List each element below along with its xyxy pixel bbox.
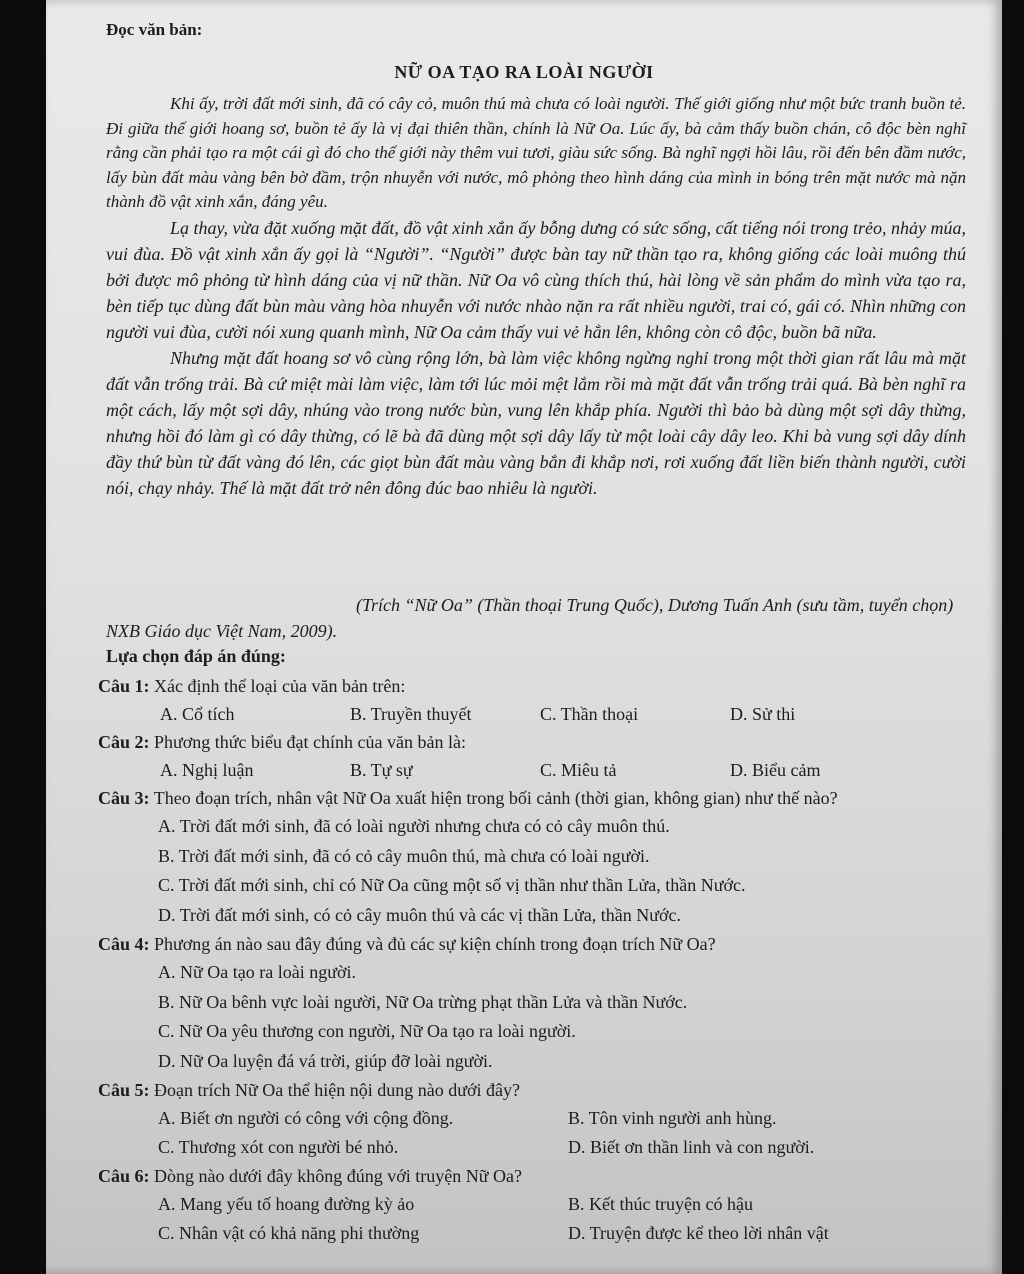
question-5-options-row-2 (98, 1133, 978, 1162)
question-text: Xác định thể loại của văn bản trên: (154, 676, 406, 696)
option-b[interactable]: B. Tự sự (350, 760, 413, 780)
question-label: Câu 1: (98, 676, 150, 696)
question-2 (98, 728, 978, 756)
question-3 (98, 784, 978, 812)
question-6 (98, 1162, 978, 1190)
option-b[interactable]: B. Truyền thuyết (350, 704, 472, 724)
option-d[interactable]: D. Biết ơn thần linh và con người. (568, 1137, 815, 1157)
option-a[interactable]: A. Biết ơn người có công với cộng đồng. (158, 1108, 454, 1128)
option-c[interactable]: C. Miêu tả (540, 760, 617, 780)
option-b[interactable]: B. Trời đất mới sinh, đã có cỏ cây muôn thú, mà chưa có loài người. (158, 845, 650, 866)
option-b[interactable]: B. Kết thúc truyện có hậu (568, 1194, 753, 1214)
option-a[interactable]: A. Trời đất mới sinh, đã có loài người nhưng chưa có cỏ cây muôn thú. (158, 816, 670, 836)
question-6-options-row-1 (98, 1190, 978, 1219)
question-text: Dòng nào dưới đây không đúng với truyện Nữ Oa? (154, 1166, 523, 1186)
question-1-options (98, 700, 978, 728)
passage-paragraph-3: Nhưng mặt đất hoang sơ vô cùng rộng lớn, bà làm việc không ngừng nghỉ trong một thời gian rất lâu mà mặt đất vẫn trống trải. Bà cứ miệt mài làm việc, làm tới lúc mỏi mệt lắm rồi mà mặt đất vẫn trống trải quá. Bà bèn nghĩ ra một cách, lấy một sợi dây, nhúng vào trong nước bùn, vung lên khắp phía. Người thì bảo bà dùng một sợi dây thừng, nhưng hồi đó làm gì có dây thừng, có lẽ bà đã dùng một sợi dây lấy từ một loài cây dây leo. Khi bà vung sợi dây dính đầy thứ bùn từ đất vàng đó lên, các giọt bùn đất màu vàng bắn đi khắp nơi, rơi xuống đất liền biến thành người, cười nói, chạy nhảy. Thế là mặt đất trở nên đông đúc bao nhiêu là người. (106, 347, 966, 498)
question-4 (98, 930, 978, 958)
reading-heading: Đọc văn bản: (106, 20, 203, 39)
question-3-options (98, 812, 978, 930)
option-c[interactable]: C. Thần thoại (540, 704, 639, 724)
option-c[interactable]: C. Nữ Oa yêu thương con người, Nữ Oa tạo ra loài người. (158, 1021, 576, 1041)
option-d[interactable]: D. Sử thi (730, 704, 796, 724)
option-a[interactable]: A. Cổ tích (160, 704, 235, 724)
question-1 (98, 672, 978, 700)
citation: (Trích “Nữ Oa” (Thần thoại Trung Quốc), Dương Tuấn Anh (sưu tầm, tuyển chọn) NXB Giáo dục Việt Nam, 2009). (106, 595, 954, 641)
option-c[interactable]: C. Nhân vật có khả năng phi thường (158, 1223, 420, 1243)
question-label: Câu 3: (98, 788, 150, 808)
instruction: Lựa chọn đáp án đúng: (106, 646, 286, 666)
option-a[interactable]: A. Nghị luận (160, 760, 254, 780)
option-a[interactable]: A. Mang yếu tố hoang đường kỳ ảo (158, 1194, 415, 1214)
passage-paragraph-2: Lạ thay, vừa đặt xuống mặt đất, đồ vật xinh xắn ấy bỗng dưng có sức sống, cất tiếng nói trong trẻo, nhảy múa, vui đùa. Đồ vật xinh xắn ấy gọi là “Người”. “Người” được bàn tay nữ thần tạo ra, không giống các loài muông thú bởi được mô phỏng từ hình dáng của vị nữ thần. Nữ Oa vô cùng thích thú, hài lòng về sản phẩm do mình vừa tạo ra, bèn tiếp tục dùng đất bùn màu vàng hòa nhuyễn với nước nhào nặn ra rất nhiều người, trai có, gái có. Nhìn những con người vui đùa, cười nói xung quanh mình, Nữ Oa cảm thấy vui vẻ hẳn lên, không còn cô độc, buồn bã nữa. (106, 217, 966, 342)
story-title: NỮ OA TẠO RA LOÀI NGƯỜI (394, 62, 654, 82)
option-b[interactable]: B. Nữ Oa bênh vực loài người, Nữ Oa trừng phạt thần Lửa và thần Nước. (158, 991, 688, 1012)
option-d[interactable]: D. Trời đất mới sinh, có cỏ cây muôn thú và các vị thần Lửa, thần Nước. (158, 904, 681, 925)
question-text: Đoạn trích Nữ Oa thể hiện nội dung nào dưới đây? (154, 1080, 520, 1100)
question-list (98, 672, 978, 1248)
option-b[interactable]: B. Tôn vinh người anh hùng. (568, 1108, 777, 1128)
option-d[interactable]: D. Biểu cảm (730, 760, 821, 780)
question-4-options (98, 958, 978, 1076)
question-2-options (98, 756, 978, 784)
question-label: Câu 6: (98, 1166, 150, 1186)
option-c[interactable]: C. Thương xót con người bé nhỏ. (158, 1137, 399, 1157)
question-text: Phương án nào sau đây đúng và đủ các sự kiện chính trong đoạn trích Nữ Oa? (154, 934, 716, 954)
question-label: Câu 5: (98, 1080, 150, 1100)
exam-paper (46, 0, 1002, 1274)
option-d[interactable]: D. Truyện được kể theo lời nhân vật (568, 1223, 829, 1243)
question-label: Câu 2: (98, 732, 150, 752)
option-a[interactable]: A. Nữ Oa tạo ra loài người. (158, 962, 356, 982)
question-label: Câu 4: (98, 934, 150, 954)
passage (106, 92, 966, 501)
question-5 (98, 1076, 978, 1104)
question-6-options-row-2 (98, 1219, 978, 1248)
passage-paragraph-1: Khi ấy, trời đất mới sinh, đã có cây cỏ, muôn thú mà chưa có loài người. Thế giới giống như một bức tranh buồn tẻ. Đi giữa thế giới hoang sơ, buồn tẻ ấy là vị đại thiên thần, chính là Nữ Oa. Lúc ấy, bà cảm thấy buồn chán, cô độc bèn nghĩ rằng cần phải tạo ra một cái gì đó cho thế giới này thêm vui tươi, giàu sức sống. Bà nghĩ ngợi hồi lâu, rồi đến bên đầm nước, lấy bùn đất màu vàng bên bờ đầm, trộn nhuyễn với nước, mô phỏng theo hình dáng của mình in bóng trên mặt nước mà nặn thành đồ vật xinh xắn, đáng yêu. (106, 94, 966, 211)
question-text: Phương thức biểu đạt chính của văn bản là: (154, 732, 466, 752)
option-c[interactable]: C. Trời đất mới sinh, chỉ có Nữ Oa cũng một số vị thần như thần Lửa, thần Nước. (158, 875, 746, 895)
question-5-options-row-1 (98, 1104, 978, 1133)
option-d[interactable]: D. Nữ Oa luyện đá vá trời, giúp đỡ loài người. (158, 1050, 493, 1071)
question-text: Theo đoạn trích, nhân vật Nữ Oa xuất hiện trong bối cảnh (thời gian, không gian) như thế nào? (153, 788, 838, 808)
